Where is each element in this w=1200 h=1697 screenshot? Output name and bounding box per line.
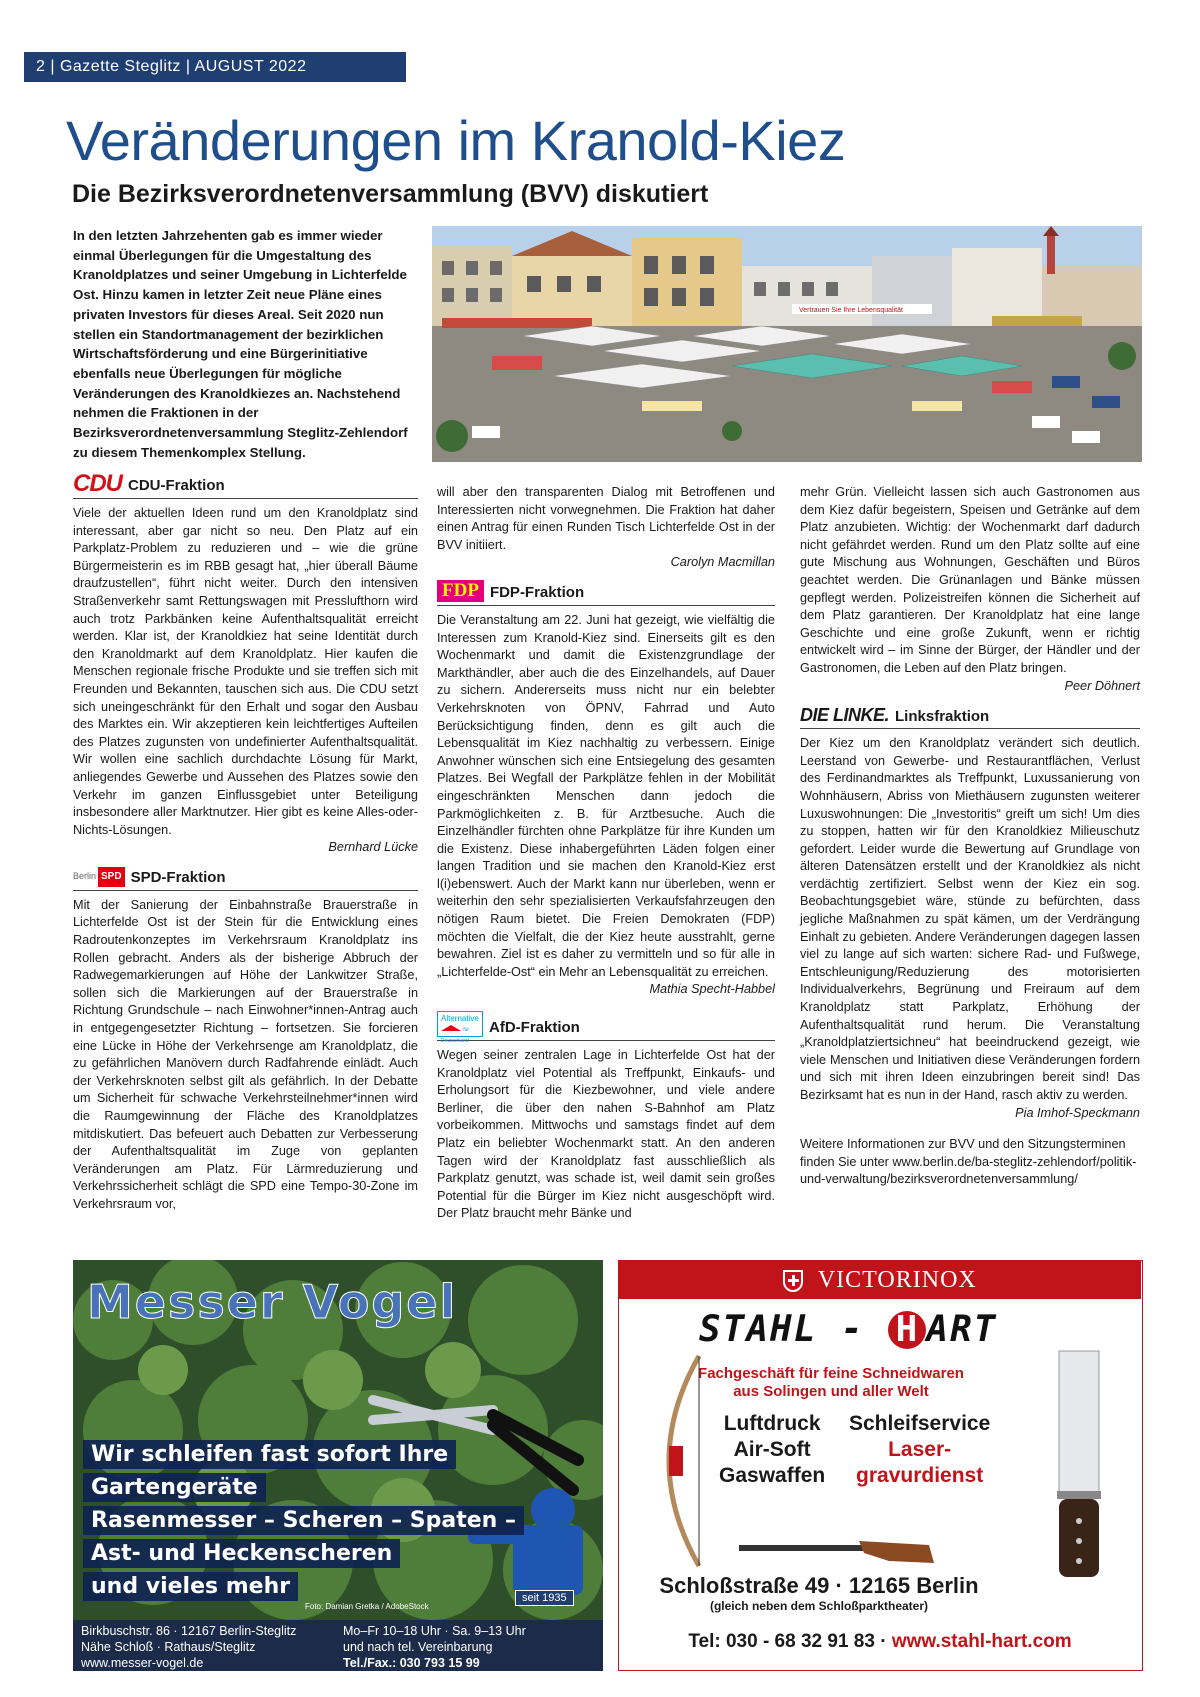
bow-icon <box>639 1351 729 1571</box>
stahl-hart-website-link[interactable]: www.stahl-hart.com <box>891 1631 1072 1652</box>
tagline-line-3: Rasenmesser – Scheren – Spaten – <box>83 1506 524 1535</box>
tagline-line-4: Ast- und Heckenscheren <box>83 1539 400 1568</box>
cdu-author: Bernhard Lücke <box>328 840 418 855</box>
stahl-hart-address-note: (gleich neben dem Schloßparktheater) <box>709 1599 929 1613</box>
spd-logo-mark: SPD <box>98 867 125 887</box>
service-gravurdienst: gravurdienst <box>856 1464 984 1487</box>
section-head-afd <box>437 1007 775 1045</box>
subtitle-line-2: aus Solingen und aller Welt <box>733 1383 929 1400</box>
column-2 <box>437 484 775 1223</box>
section-head-linke <box>800 703 1140 729</box>
service-laser: Laser- <box>888 1438 952 1461</box>
afd-text-part-2: mehr Grün. Vielleicht lassen sich auch Gastronomen aus dem Kiez dafür begeistern, Speisen und Getränke auf dem Platz anzubieten. Wichtig: der Wochenmarkt darf dadurch nicht gefährdet werden. Rund um den Platz sollte auf eine gute Mischung aus Wohnungen, Geschäften und Büros geachtet werden. Die Grünanlagen und Bänke müssen gepflegt werden. Polizeistreifen können die Sicherheit auf dem Platz garantieren. Der Kranoldplatz hat eine lange Geschichte und eine große Zukunft, wenn er richtig entwickelt wird – im Sinne der Bürger, der Händler und der Gastronomen, die Leben auf den Platz bringen. <box>800 485 1140 675</box>
services-right <box>849 1411 990 1489</box>
section-title-cdu: CDU-Fraktion <box>128 477 225 495</box>
brand-part-right: ART <box>926 1309 998 1350</box>
section-head-spd <box>73 865 418 891</box>
section-title-afd: AfD-Fraktion <box>489 1019 580 1037</box>
brand-part-h: H <box>888 1311 926 1349</box>
website-link[interactable]: www.messer-vogel.de <box>81 1656 204 1670</box>
section-title-spd: SPD-Fraktion <box>130 869 226 887</box>
page-label: 2 | Gazette Steglitz | AUGUST 2022 <box>36 58 307 75</box>
spd-text-part-1: Mit der Sanierung der Einbahnstraße Brauerstraße in Lichterfelde Ost ist der Stein für die Entwicklung eines Radroutenkonzeptes im Verkehrsraum Kranoldplatz ins Rollen gebracht. Anders als der bisherige Abbruch der Radwegemarkierungen auf Höhe der Lankwitzer Straße, sollen sich die Markierungen auf der Brauerstraße in Richtung Grundschule – nach Einwohner*innen-Antrag auch in entgegengesetzter Richtung – fortsetzen. Sie forcieren eine Lücke in Höhe der Verkehrsenge am Kranoldplatz, die zu gefährlichen Manövern durch Radfahrende einlädt. Auch der Verkehrsknoten selbst gilt als gefährlich. In der Debatte um Sicherheit für schwache Verkehrsteilnehmer*innen wird die Raumgewinnung der Fläche des Kranoldplatzes mitdiskutiert. Das befeuert auch Debatten zur Verbesserung der Aufenthaltsqualität im Zuge von geplanten Veränderungen am Platz. Für Lärmreduzierung und Verkehrssicherheit schlägt die SPD eine Tempo-30-Zone im Verkehrsraum vor, <box>73 897 418 1211</box>
stahl-hart-brand <box>699 1309 997 1350</box>
spd-author: Carolyn Macmillan <box>670 555 775 570</box>
tagline-line-1: Wir schleifen fast sofort Ihre <box>83 1440 456 1469</box>
afd-logo <box>437 1011 483 1045</box>
tagline-line-5: und vieles mehr <box>83 1572 298 1601</box>
afd-author: Peer Döhnert <box>1064 678 1140 693</box>
messer-vogel-address <box>81 1623 296 1671</box>
chef-knife-icon <box>1029 1341 1129 1581</box>
afd-logo-line1: Alternative <box>441 1014 479 1024</box>
subtitle-line-1: Fachgeschäft für feine Schneidwaren <box>698 1365 964 1382</box>
messer-vogel-hours <box>343 1623 526 1671</box>
further-info: Weitere Informationen zur BVV und den Sitzungsterminen finden Sie unter www.berlin.de/ba-steglitz-zehlendorf/politik-und-verwaltung/bezirksverordnetenversammlung/ <box>800 1137 1137 1187</box>
column-3 <box>800 484 1140 1189</box>
market-square-illustration <box>432 226 1142 462</box>
stahl-hart-phone: Tel: 030 - 68 32 91 83 · <box>688 1631 887 1652</box>
article-headline: Veränderungen im Kranold-Kiez <box>66 109 846 172</box>
address-line-1: Birkbuschstr. 86 · 12167 Berlin-Steglitz <box>81 1624 297 1638</box>
victorinox-brand: VICTORINOX <box>817 1267 977 1293</box>
fdp-text: Die Veranstaltung am 22. Juni hat gezeigt, wie vielfältig die Interessen zum Kranold-Kiez sind. Einerseits gilt es den Wochenmarkt und damit die Existenzgrundlage der Markthändler, aber auch die des Einzelhandels, auf Dauer zu sichern. Andererseits muss nicht nur ein belebter Verkehrsknoten von ÖPNV, Fahrrad und Auto Berücksichtigung finden, denn es gilt auch die Lebensqualität im Kiez nachhaltig zu verbessern. Einige Anwohner wünschen sich eine Entsiegelung des gesamten Platzes. Bei Wegfall der Parkplätze fehlen in der Mobilität eingeschränkten Menschen dann jedoch die Parkmöglichkeiten z. B. für Arztbesuche. Auch die Einzelhändler fürchten ohne Parkplätze für ihre Kunden um die Existenz. Diese inhabergeführten Läden folgen einer langen Tradition und sie machen den Kranold-Kiez erst l(i)ebenswert. Auch der Markt kann nur überleben, wenn er weiterhin den sehr spezialisierten Verkaufsfahrzeugen den nötigen Raum bietet. Die Freien Demokraten (FDP) möchten die Vielfalt, die der Kiez heute ausstrahlt, gerne bewahren. Ziel ist es daher zu vermitteln und so für alle in „Lichterfelde-Ost“ ein Mehr an Lebensqualität zu erreichen. <box>437 612 775 979</box>
spd-logo <box>73 867 125 887</box>
shop-sign-text: Vertrauen Sie Ihre Lebensqualität <box>799 307 903 314</box>
section-head-cdu <box>73 470 418 499</box>
messer-vogel-contact <box>73 1620 603 1671</box>
linke-logo: DIE LINKE. <box>800 705 890 726</box>
afd-logo-arrow-icon <box>441 1025 461 1031</box>
afd-logo-line3: Deutschland <box>441 1038 469 1045</box>
air-rifle-icon <box>739 1531 939 1571</box>
section-title-linke: Linksfraktion <box>895 707 990 725</box>
since-badge: seit 1935 <box>515 1590 574 1606</box>
hours-line-2: und nach tel. Vereinbarung <box>343 1640 493 1654</box>
fdp-author: Mathia Specht-Habbel <box>649 982 775 997</box>
column-1 <box>73 465 418 1214</box>
phone-fax: Tel./Fax.: 030 793 15 99 <box>343 1656 480 1670</box>
hours-line-1: Mo–Fr 10–18 Uhr · Sa. 9–13 Uhr <box>343 1624 526 1638</box>
stahl-hart-address: Schloßstraße 49 · 12165 Berlin <box>659 1573 979 1598</box>
afd-logo-line2: für <box>463 1027 470 1034</box>
messer-vogel-brand: Messer Vogel <box>87 1275 458 1329</box>
messer-vogel-tagline <box>83 1440 517 1605</box>
service-schleifservice: Schleifservice <box>849 1412 991 1435</box>
linke-author: Pia Imhof-Speckmann <box>1015 1105 1140 1120</box>
swiss-cross-icon <box>783 1270 803 1292</box>
photo-credit: Foto: Damian Gretka / AdobeStock <box>305 1602 429 1611</box>
linke-text: Der Kiez um den Kranoldplatz verändert sich deutlich. Leerstand von Gewerbe- und Restaurantflächen, Verlust des Ferdinandmarktes als Treffpunkt, Luxussanierung von Wohnhäusern, Abriss von Miethäusern zugunsten weiterer Luxuswohnungen: Die „Investoritis“ greift um sich! Um dies zu stoppen, hatten wir für den Kranoldkiez Milieuschutz gefordert. Leider wurde die Bewertung auf Grundlage von älteren Datensätzen erstellt und der Kranoldkiez als nicht verdächtig zertifiziert. Selbst wenn der Kiez ein sog. Beobachtungsgebiet wäre, stünde zu befürchten, dass jegliche Maßnahmen zu spät kämen, um der Verdrängung Einhalt zu gebieten. Andere Veränderungen dagegen lassen viel zu lange auf sich warten: sichere Rad- und Fußwege, Entschleunigung/Reduzierung des motorisierten Individualverkehrs, Begrünung und Freiraum auf dem Kranoldplatz statt Parkplatz, Erhöhung der Aufenthaltsqualität rund herum. Die Veranstaltung „Kranoldplatziertsichneu“ hat beeindruckend gezeigt, wie viele Menschen und Initiativen diese Veränderungen fordern und sich mit ihren Ideen einzubringen bereit sind! Das Bezirksamt hat es nun in der Hand, rasch aktiv zu werden. <box>800 736 1140 1102</box>
service-gaswaffen: Gaswaffen <box>719 1464 826 1487</box>
section-head-fdp <box>437 580 775 606</box>
afd-text-part-1: Wegen seiner zentralen Lage in Lichterfelde Ost hat der Kranoldplatz viel Potential als Treffpunkt, Einkaufs- und Erholungsort für die Kiezbewohner, und viele andere Berliner, die über den nahen S-Bahnhof am Platz vorbeikommen. Mittwochs und samstags findet auf dem Platz ein beliebter Wochenmarkt statt. An den anderen Tagen wird der Kranoldplatz fast ausschließlich als Parkplatz genutzt, was schade ist, weil damit sein großes Potential für die Bürger im Kiez nicht ausgeschöpft wird. Der Platz braucht mehr Bänke und <box>437 1048 775 1221</box>
victorinox-bar <box>619 1261 1141 1299</box>
spd-logo-city: Berlin <box>73 871 97 882</box>
address-line-2: Nähe Schloß · Rathaus/Steglitz <box>81 1640 256 1654</box>
article-intro: In den letzten Jahrzehenten gab es immer wieder einmal Überlegungen für die Umgestaltung des Kranoldplatzes und seiner Umgebung in Lichterfelde Ost. Hinzu kamen in letzter Zeit neue Pläne eines privaten Investors für dieses Areal. Seit 2020 nun stellen ein Standortmanagement der bezirklichen Wirtschaftsförderung und eine Bürgerinitiative ebenfalls neue Überlegungen für mögliche Veränderungen des Kranoldkiezes an. Nachstehend nehmen die Fraktionen in der Bezirksverordnetenversammlung Steglitz-Zehlendorf zu diesem Themenkomplex Stellung. <box>73 228 408 460</box>
service-airsoft: Air-Soft <box>733 1438 811 1461</box>
ad-messer-vogel[interactable] <box>73 1260 603 1671</box>
service-luftdruck: Luftdruck <box>723 1412 821 1435</box>
stahl-hart-contact <box>619 1631 1141 1653</box>
article-subheadline: Die Bezirksverordnetenversammlung (BVV) diskutiert <box>72 180 709 208</box>
services-left <box>719 1411 825 1489</box>
kranoldplatz-market-photo <box>432 226 1142 462</box>
tagline-line-2: Gartengeräte <box>83 1473 266 1502</box>
spd-text-part-2: will aber den transparenten Dialog mit Betroffenen und Interessierten nicht vorwegnehmen. Die Fraktion hat daher einen Antrag für einen Runden Tisch Lichterfelde Ost in der BVV initiiert. <box>437 485 775 552</box>
fdp-logo: FDP <box>437 580 484 602</box>
section-title-fdp: FDP-Fraktion <box>489 584 585 602</box>
cdu-text: Viele der aktuellen Ideen rund um den Kranoldplatz sind interessant, aber gar nicht so neu. Den Platz auf ein Parkplatz-Problem zu reduzieren und – wie die grüne Bürgermeisterin es im RBB gesagt hat, „hier überall Bäume draufzustellen“, führt nicht weiter. Durch den intensiven Straßenverkehr samt Rettungswagen mit Presslufthorn wird auch trotz Parkbänken keine Aufenthaltsqualität erreicht werden. Klar ist, der Kranoldkiez hat seine Identität durch den Kranoldmarkt auf dem Kranoldplatz. Hier kaufen die Menschen regionale frische Produkte und sie treffen sich mit Freunden und Bekannten, tauschen sich aus. Die CDU setzt sich uneingeschränkt für den Erhalt und sogar den Ausbau des Marktes ein. Wir akzeptieren kein leichtfertiges Aufteilen des Platzes zugunsten von undefinierter Aufenthaltsqualität. Wir wollen eine sachlich durchdachte Lösung für Markt, anliegendes Gewerbe und Aussehen des Platzes sowie den Verkehr im ganzen Einflussgebiet unter Beteiligung insbesondere aller Marktnutzer. Hier gibt es keine Alles-oder-Nichts-Lösungen. <box>73 506 418 837</box>
cdu-logo: CDU <box>73 470 122 497</box>
page-header-bar <box>24 52 406 82</box>
ad-stahl-hart[interactable] <box>618 1260 1143 1671</box>
brand-part-left: STAHL - <box>699 1309 865 1350</box>
